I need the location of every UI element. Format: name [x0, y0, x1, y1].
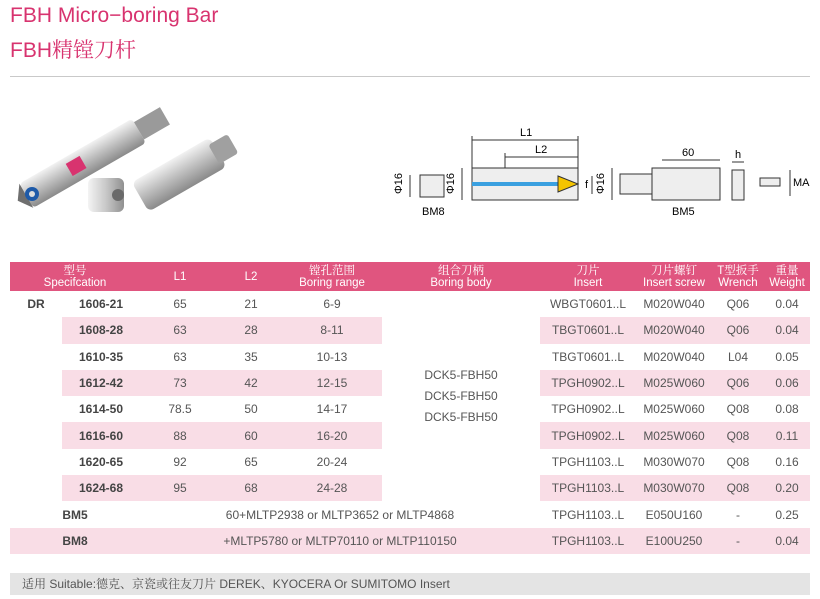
- table-row: 1610-35 63 35 10-13 TBGT0601..L M020W040 L04 0.05: [78, 349, 799, 364]
- product-photo: [10, 96, 240, 224]
- table-row: 1608-28 63 28 8-11 TBGT0601..L M020W040 Q06 0.04: [10, 317, 810, 343]
- accessory-row: BM5 60+MLTP2938 or MLTP3652 or MLTP4868 TPGH1103..L E050U160 - 0.25: [62, 507, 799, 522]
- table-row: 1616-60 88 60 16-20 TPGH0902..L M025W060 Q08 0.11: [10, 422, 810, 448]
- accessory-row: BM8 +MLTP5780 or MLTP70110 or MLTP110150 TPGH1103..L E100U250 - 0.04: [10, 528, 810, 554]
- col-body: 组合刀柄 Boring body: [382, 262, 540, 291]
- page-title-en: FBH Micro−boring Bar: [10, 4, 219, 27]
- page-title-cn: FBH精镗刀杆: [10, 39, 136, 62]
- label-bm5: BM5: [672, 206, 695, 218]
- col-wrench: T型扳手 Wrench: [712, 262, 764, 291]
- table-row: 1624-68 95 68 24-28 TPGH1103..L M030W070 Q08 0.20: [10, 475, 810, 501]
- dim-h: h: [735, 149, 742, 161]
- title-divider: [10, 76, 810, 77]
- label-bm8: BM8: [422, 206, 445, 218]
- dim-ma: MA: [793, 177, 810, 189]
- adapter-image: [88, 178, 124, 212]
- technical-drawing: [380, 120, 820, 230]
- table-row: DR 1606-21 65 21 6-9 DCK5-FBH50 DCK5-FBH50 DCK5-FBH50 WBGT0601..L M020W040 Q06 0.04: [10, 291, 810, 317]
- boring-body-cell: DCK5-FBH50 DCK5-FBH50 DCK5-FBH50: [424, 367, 498, 424]
- spec-table: [10, 262, 810, 554]
- col-l2: L2: [220, 262, 282, 291]
- dim-l2: L2: [535, 144, 548, 156]
- shank-image: [132, 129, 240, 212]
- group-label: DR: [27, 297, 45, 312]
- table-row: 1612-42 73 42 12-15 TPGH0902..L M025W060 Q06 0.06: [10, 370, 810, 396]
- col-weight: 重量 Weight: [764, 262, 810, 291]
- dim-60: 60: [682, 147, 695, 159]
- col-range: 镗孔范围 Boring range: [282, 262, 382, 291]
- col-screw: 刀片螺钉 Insert screw: [636, 262, 712, 291]
- dim-f: f: [585, 179, 589, 191]
- col-spec: 型号 Specifcation: [10, 262, 140, 291]
- table-row: 1614-50 78.5 50 14-17 TPGH0902..L M025W060 Q08 0.08: [78, 402, 799, 417]
- dim-phi16-a: Φ16: [393, 172, 405, 194]
- col-l1: L1: [140, 262, 220, 291]
- table-row: 1620-65 92 65 20-24 TPGH1103..L M030W070 Q08 0.16: [78, 454, 799, 469]
- table-header-row: [10, 262, 810, 291]
- insert-tip-icon: [25, 187, 39, 201]
- dim-phi16-b: Φ16: [445, 172, 457, 194]
- col-insert: 刀片 Insert: [540, 262, 636, 291]
- suitable-footer: 适用 Suitable:德克、京瓷或往友刀片 DEREK、KYOCERA Or SUMITOMO Insert: [10, 573, 810, 595]
- dim-phi16-c: Φ16: [595, 172, 607, 194]
- dim-l1: L1: [520, 127, 533, 139]
